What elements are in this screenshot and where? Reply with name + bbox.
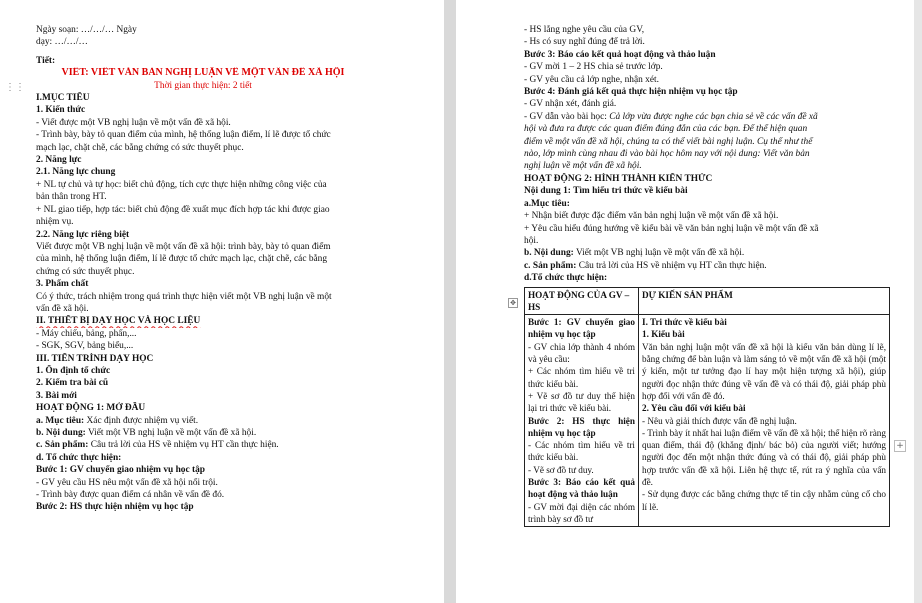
right-text-line: - GV mời 1 – 2 HS chia sẻ trước lớp.: [524, 62, 663, 73]
right-text-line: - HS lắng nghe yêu cầu của GV,: [524, 25, 645, 35]
left-text-line: a. Mục tiêu: Xác định được nhiệm vụ viết.: [36, 415, 199, 426]
cell-paragraph: - Vẽ sơ đồ tư duy.: [528, 464, 594, 475]
cell-paragraph: 2. Yêu cầu đối với kiểu bài: [642, 403, 746, 414]
right-text-line: Nội dung 1: Tìm hiểu tri thức về kiểu bài: [524, 186, 688, 197]
left-text-line: 2. Năng lực: [36, 155, 82, 166]
left-text-line: VIẾT: VIẾT VĂN BẢN NGHỊ LUẬN VỀ MỘT VẤN ĐỀ XÃ HỘI: [61, 67, 345, 79]
left-text-line: - SGK, SGV, bảng biểu,...: [36, 341, 134, 352]
left-text-line: nhiệm vụ.: [36, 217, 74, 228]
left-text-line: + NL tự chủ và tự học: biết chủ động, tích cực thực hiện những công việc của: [36, 179, 327, 190]
right-text-line: d.Tổ chức thực hiện:: [524, 273, 608, 284]
right-text-line: nào, lớp mình cùng nhau đi vào bài học hôm nay với nội dung: Viết văn bản: [524, 149, 810, 160]
left-text-line: - Viết được một VB nghị luận về một vấn đề xã hội.: [36, 117, 231, 128]
left-text-line: 1. Kiến thức: [36, 105, 86, 116]
left-text-line: Viết được một VB nghị luận về một vấn đề xã hội: trình bày, bày tỏ quan điểm: [36, 241, 331, 252]
left-text-line: 2. Kiểm tra bài cũ: [36, 378, 109, 389]
cell-paragraph: + Các nhóm tìm hiểu về tri thức kiểu bài.: [528, 366, 635, 389]
cell-paragraph: - GV chia lớp thành 4 nhóm và yêu cầu:: [528, 341, 635, 365]
right-text-line: nghị luận về một vấn đề xã hội.: [524, 161, 642, 172]
table-row: [525, 315, 890, 527]
right-text-line: hội.: [524, 235, 539, 246]
right-text-line: hội và đưa ra được các quan điểm đúng đắn của các bạn. Để thể hiện quan: [524, 124, 808, 135]
cell-paragraph: - Các nhóm tìm hiểu về tri thức kiểu bài.: [528, 440, 635, 463]
left-text-line: - GV yêu cầu HS nêu một vấn đề xã hội nổi trội.: [36, 477, 218, 488]
table-cell-activities: [525, 315, 639, 527]
left-text-line: 3. Phẩm chất: [36, 279, 89, 290]
left-text-line: Ngày soạn: …/…/… Ngày: [36, 25, 137, 35]
left-text-line: Thời gian thực hiện: 2 tiết: [154, 80, 252, 91]
cell-paragraph: - GV mời đại diện các nhóm trình bày sơ đồ tư: [528, 501, 635, 524]
left-text-line: dạy: …/…/…: [36, 37, 88, 48]
left-text-line: Tiết:: [36, 55, 56, 66]
left-text-line: Có ý thức, trách nhiệm trong quá trình thực hiện viết một VB nghị luận về một: [36, 291, 332, 302]
table-header-san-pham: DỰ KIẾN SẢN PHẨM: [639, 287, 890, 315]
left-text-line: bản thân trong HT.: [36, 192, 107, 203]
cell-paragraph: Văn bản nghị luận một vấn đề xã hội là kiểu văn bản dùng lí lẽ, bằng chứng để bàn luận và làm sáng tỏ về một vấn đề xã hội (một ý kiến, một tư tưởng đạo lí hay một hiện tượng xã hội), giúp người đọc nhận thức đúng về vấn đề và có thái độ, giải pháp phù hợp đối với vấn đề đó.: [642, 341, 886, 401]
left-text-line: 2.2. Năng lực riêng biệt: [36, 229, 130, 240]
left-text-line: của mình, hệ thống luận điểm, lí lẽ được tổ chức mạch lạc, chặt chẽ, các bằng: [36, 254, 328, 265]
right-text-line: c. Sản phẩm: Câu trả lời của HS về nhiệm vụ HT cần thực hiện.: [524, 260, 767, 271]
right-text-line: - GV yêu cầu cả lớp nghe, nhận xét.: [524, 74, 659, 85]
cell-paragraph: Bước 2: HS thực hiện nhiệm vụ học tập: [528, 415, 635, 438]
left-text-line: d. Tổ chức thực hiện:: [36, 452, 122, 463]
cell-paragraph: I. Tri thức về kiểu bài: [642, 317, 727, 328]
right-page-content: [524, 24, 886, 527]
right-text-line: HOẠT ĐỘNG 2: HÌNH THÀNH KIẾN THỨC: [524, 173, 713, 184]
add-column-plus-icon[interactable]: +: [894, 440, 906, 452]
cell-paragraph: - Sử dụng được các bằng chứng thực tế tin cậy nhằm củng cố cho lí lẽ.: [642, 489, 886, 512]
left-text-line: 3. Bài mới: [36, 390, 77, 401]
cell-paragraph: + Vẽ sơ đồ tư duy thể hiện lại tri thức về kiểu bài.: [528, 390, 635, 414]
page-gutter: [444, 0, 456, 603]
left-text-line: - Trình bày, bày tỏ quan điểm của mình, hệ thống luận điểm, lí lẽ được tổ chức: [36, 130, 331, 141]
right-text-line: b. Nội dung: Viết một VB nghị luận về một vấn đề xã hội.: [524, 248, 745, 259]
right-text-line: - GV dẫn vào bài học: Cả lớp vừa được nghe các bạn chia sẻ về các vấn đề xã: [524, 111, 818, 122]
left-text-line: chứng có sức thuyết phục.: [36, 266, 135, 277]
right-page-text: [524, 24, 860, 285]
activity-table: [524, 287, 890, 528]
right-text-line: a.Mục tiêu:: [524, 198, 570, 209]
left-text-line: Bước 2: HS thực hiện nhiệm vụ học tập: [36, 502, 194, 513]
right-text-line: điểm về một vấn đề xã hội, chúng ta có thể viết bài nghị luận. Cụ thể như thế: [524, 136, 813, 147]
left-text-line: + NL giao tiếp, hợp tác: biết chủ động đề xuất mục đích hợp tác khi được giao: [36, 204, 330, 215]
drag-handle-icon[interactable]: ⋮⋮: [5, 82, 25, 93]
left-text-line: b. Nội dung: Viết một VB nghị luận về một vấn đề xã hội.: [36, 428, 257, 438]
cell-paragraph: - Nêu và giải thích được vấn đề nghị luận.: [642, 415, 797, 426]
document-page-left: [0, 0, 444, 603]
right-text-line: - GV nhận xét, đánh giá.: [524, 99, 617, 110]
cell-paragraph: Bước 1: GV chuyển giao nhiệm vụ học tập: [528, 317, 635, 340]
left-text-line: c. Sản phẩm: Câu trả lời của HS về nhiệm vụ HT cần thực hiện.: [36, 440, 279, 451]
left-text-line: II. THIẾT BỊ DẠY HỌC VÀ HỌC LIỆU: [36, 316, 201, 327]
cell-paragraph: - Trình bày ít nhất hai luận điểm về vấn đề xã hội; thể hiện rõ ràng quan điểm, thái độ (khẳng định/ bác bỏ) của người viết; hướng người đọc đến một nhận thức đúng và có thái độ, giải pháp phù hợp trước vấn đề xã hội. Liên hệ thực tế, rút ra ý nghĩa của vấn đề.: [642, 427, 886, 487]
left-text-line: - Máy chiếu, bảng, phấn,...: [36, 328, 137, 339]
left-text-line: HOẠT ĐỘNG 1: MỞ ĐẦU: [36, 403, 146, 414]
right-text-line: - Hs có suy nghĩ đúng để trả lời.: [524, 37, 645, 48]
cell-paragraph: Bước 3: Báo cáo kết quả hoạt động và thảo luận: [528, 476, 635, 500]
left-text-line: I.MỤC TIÊU: [36, 93, 90, 104]
left-text-line: 1. Ổn định tổ chức: [36, 365, 111, 376]
left-text-line: - Trình bày được quan điểm cá nhân về vấn đề đó.: [36, 490, 225, 501]
table-header-gv-hs: HOẠT ĐỘNG CỦA GV – HS: [525, 287, 639, 315]
right-text-line: Bước 4: Đánh giá kết quả thực hiện nhiệm vụ học tập: [524, 87, 738, 98]
left-text-line: Bước 1: GV chuyển giao nhiệm vụ học tập: [36, 465, 205, 476]
table-header-row: [525, 287, 890, 315]
left-text-line: III. TIẾN TRÌNH DẠY HỌC: [36, 353, 154, 364]
right-text-line: + Yêu cầu hiểu đúng hướng về kiểu bài về văn bản nghị luận về một vấn đề xã: [524, 223, 819, 234]
right-text-line: + Nhận biết được đặc điểm văn bản nghị luận về một vấn đề xã hội.: [524, 211, 779, 222]
left-text-line: mạch lạc, chặt chẽ, các bằng chứng có sức thuyết phục.: [36, 142, 244, 153]
left-page-content: [36, 24, 370, 514]
right-text-line: Bước 3: Báo cáo kết quả hoạt động và thảo luận: [524, 49, 716, 60]
table-cell-products: [639, 315, 890, 527]
cell-paragraph: 1. Kiểu bài: [642, 329, 685, 340]
left-text-line: vấn đề xã hội.: [36, 303, 89, 314]
left-text-line: 2.1. Năng lực chung: [36, 167, 116, 178]
document-page-right: [456, 0, 914, 603]
table-move-handle-icon[interactable]: ✥: [508, 298, 518, 308]
